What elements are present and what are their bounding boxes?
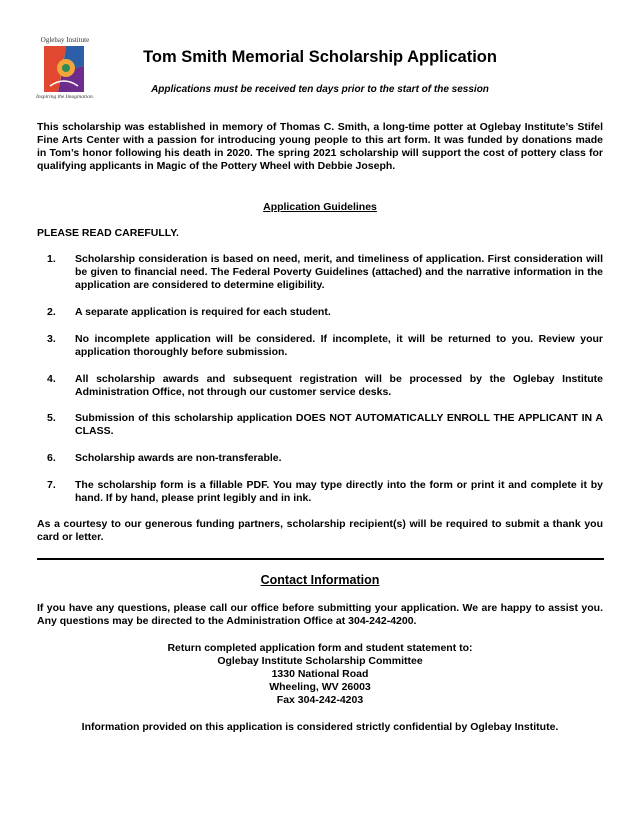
guideline-number: 6. [47, 452, 56, 464]
guideline-number: 4. [47, 373, 56, 385]
guideline-number: 3. [47, 333, 56, 345]
guideline-number: 1. [47, 253, 56, 265]
guideline-item [37, 479, 603, 505]
guideline-item [37, 452, 603, 465]
committee-name: Oglebay Institute Scholarship Committee [217, 655, 423, 667]
page-subtitle: Applications must be received ten days prior to the start of the session [151, 84, 489, 95]
oglebay-logo [30, 36, 100, 104]
logo-org-name: Oglebay Institute [40, 36, 90, 44]
courtesy-paragraph: As a courtesy to our generous funding partners, scholarship recipient(s) will be required to submit a thank you card or letter. [37, 518, 603, 543]
read-carefully-label: PLEASE READ CAREFULLY. [37, 227, 179, 239]
section-divider [37, 558, 604, 560]
contact-heading: Contact Information [260, 573, 380, 587]
guideline-text: The scholarship form is a fillable PDF. You may type directly into the form or print it and complete it by hand. If by hand, please print legibly and in ink. [75, 479, 603, 504]
return-address-block [37, 642, 603, 707]
return-instruction: Return completed application form and student statement to: [167, 642, 473, 654]
guideline-text: Scholarship awards are non-transferable. [75, 452, 282, 464]
confidentiality-notice: Information provided on this application is considered strictly confidential by Oglebay Institute. [81, 721, 559, 733]
logo-art-icon [44, 46, 84, 92]
guideline-number: 2. [47, 306, 56, 318]
guideline-text: Submission of this scholarship application DOES NOT AUTOMATICALLY ENROLL THE APPLICANT IN A CLASS. [75, 412, 603, 437]
city-state-zip: Wheeling, WV 26003 [269, 681, 371, 693]
guideline-text: All scholarship awards and subsequent registration will be processed by the Oglebay Institute Administration Office, not through our customer service desks. [75, 373, 603, 398]
guidelines-heading: Application Guidelines [263, 201, 377, 213]
contact-questions-paragraph: If you have any questions, please call our office before submitting your application. We are happy to assist you. Any questions may be directed to the Administration Office at 304-242-4200. [37, 602, 603, 627]
guideline-item [37, 306, 603, 319]
logo-tagline: Inspiring the Imagination. [36, 94, 94, 100]
guideline-item [37, 373, 603, 399]
guideline-item [37, 412, 603, 438]
guideline-text: A separate application is required for each student. [75, 306, 331, 318]
guideline-number: 5. [47, 412, 56, 424]
street-address: 1330 National Road [271, 668, 369, 680]
page-title: Tom Smith Memorial Scholarship Application [143, 48, 497, 66]
guideline-text: Scholarship consideration is based on need, merit, and timeliness of application. First consideration will be given to financial need. The Federal Poverty Guidelines (attached) and the narrative information in the application are considered to determine eligibility. [75, 253, 603, 291]
intro-paragraph: This scholarship was established in memory of Thomas C. Smith, a long-time potter at Oglebay Institute’s Stifel Fine Arts Center with a passion for introducing young people to this art form. It was funded by donations made in Tom’s honor following his death in 2020. The spring 2021 scholarship will support the cost of pottery class for qualifying applicants in Magic of the Pottery Wheel with Debbie Joseph. [37, 121, 603, 172]
fax-number: Fax 304-242-4203 [276, 694, 364, 706]
guideline-item [37, 253, 603, 292]
guideline-text: No incomplete application will be considered. If incomplete, it will be returned to you. Review your application thoroughly before submission. [75, 333, 603, 358]
guideline-number: 7. [47, 479, 56, 491]
guideline-item [37, 333, 603, 359]
